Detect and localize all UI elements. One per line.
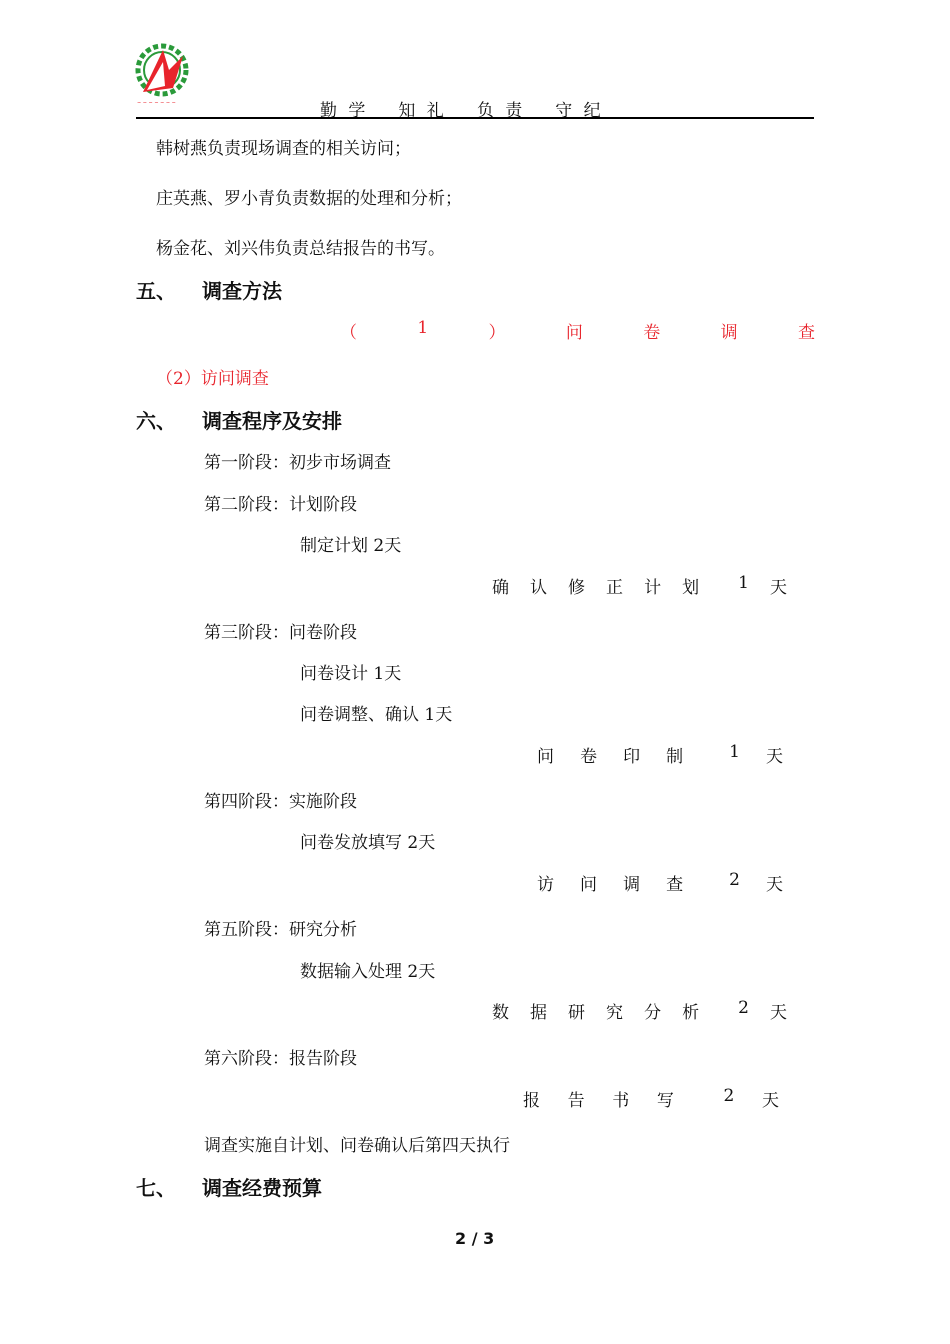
item-char: 研 [568, 1003, 586, 1023]
item-num: 1 [738, 573, 749, 593]
method-char: 问 [565, 323, 583, 343]
schedule-note: 调查实施自计划、问卷确认后第四天执行 [204, 1136, 510, 1156]
method-char: 查 [797, 323, 815, 343]
section-title: 调查程序及安排 [202, 409, 342, 433]
item-char: 印 [623, 747, 641, 767]
stage-3-item: 问卷设计 1天 [300, 664, 402, 684]
item-char: 究 [606, 1003, 624, 1023]
item-char: 修 [568, 578, 586, 598]
item-char: 问 [580, 875, 598, 895]
item-char: 报 [523, 1091, 540, 1111]
stage-2-item-justified [492, 573, 787, 598]
item-num: 2 [738, 998, 749, 1018]
item-char: 告 [567, 1091, 585, 1111]
section-5-heading [136, 275, 282, 304]
item-char: 制 [666, 747, 684, 767]
method-char: 卷 [643, 323, 661, 343]
motto-item: 勤 学 [320, 101, 369, 121]
stage-5: 第五阶段：研究分析 [204, 920, 357, 940]
section-number: 五、 [136, 279, 176, 303]
section-6-heading [136, 405, 342, 434]
stage-4-item-justified [537, 870, 783, 895]
method-char: （ [340, 323, 357, 343]
item-unit: 天 [769, 578, 787, 598]
item-num: 1 [729, 742, 740, 762]
method-char: 1 [417, 318, 429, 338]
section-number: 七、 [136, 1176, 176, 1200]
item-char: 问 [537, 747, 554, 767]
item-char: 正 [606, 578, 624, 598]
stage-3-item-justified [537, 742, 783, 767]
stage-4-item: 问卷发放填写 2天 [300, 833, 436, 853]
item-unit: 天 [761, 1091, 779, 1111]
section-title: 调查经费预算 [202, 1176, 322, 1200]
item-char: 写 [656, 1091, 674, 1111]
item-char: 划 [682, 578, 700, 598]
intro-line: 杨金花、刘兴伟负责总结报告的书写。 [156, 239, 445, 259]
stage-2: 第二阶段：计划阶段 [204, 495, 357, 515]
item-char: 书 [612, 1091, 630, 1111]
item-unit: 天 [765, 747, 783, 767]
item-char: 访 [537, 875, 554, 895]
motto-item: 守 纪 [555, 101, 604, 121]
method-char: 调 [720, 323, 738, 343]
header-divider [136, 117, 814, 119]
logo-gear-icon [133, 40, 191, 108]
method-1-justified [340, 318, 815, 343]
svg-text:~ ~ ~ ~ ~ ~ ~: ~ ~ ~ ~ ~ ~ ~ [137, 100, 176, 106]
section-7-heading [136, 1172, 322, 1201]
stage-4: 第四阶段：实施阶段 [204, 792, 357, 812]
item-char: 析 [682, 1003, 700, 1023]
intro-line: 韩树燕负责现场调查的相关访问； [156, 139, 411, 159]
motto-item: 负 责 [476, 101, 526, 121]
stage-6-item-justified [523, 1086, 779, 1111]
stage-3-item: 问卷调整、确认 1天 [300, 705, 453, 725]
motto-item: 知 礼 [398, 101, 447, 121]
item-unit: 天 [765, 875, 783, 895]
item-char: 数 [492, 1003, 509, 1023]
stage-2-item: 制定计划 2天 [300, 536, 402, 556]
stage-6: 第六阶段：报告阶段 [204, 1049, 357, 1069]
stage-1: 第一阶段：初步市场调查 [204, 453, 391, 473]
item-char: 卷 [580, 747, 598, 767]
section-title: 调查方法 [202, 279, 282, 303]
item-char: 调 [623, 875, 641, 895]
item-char: 计 [644, 578, 662, 598]
item-char: 认 [530, 578, 548, 598]
section-number: 六、 [136, 409, 176, 433]
item-num: 2 [723, 1086, 735, 1106]
method-2: （2）访问调查 [156, 369, 269, 389]
item-char: 分 [644, 1003, 662, 1023]
item-num: 2 [729, 870, 740, 890]
item-char: 据 [530, 1003, 548, 1023]
stage-3: 第三阶段：问卷阶段 [204, 623, 357, 643]
intro-line: 庄英燕、罗小青负责数据的处理和分析； [156, 189, 462, 209]
item-unit: 天 [769, 1003, 787, 1023]
item-char: 查 [666, 875, 684, 895]
item-char: 确 [492, 578, 509, 598]
stage-5-item-justified [492, 998, 787, 1023]
page-number: 2 / 3 [455, 1229, 495, 1248]
method-char: ） [488, 323, 506, 343]
stage-5-item: 数据输入处理 2天 [300, 962, 436, 982]
school-logo [133, 40, 191, 108]
